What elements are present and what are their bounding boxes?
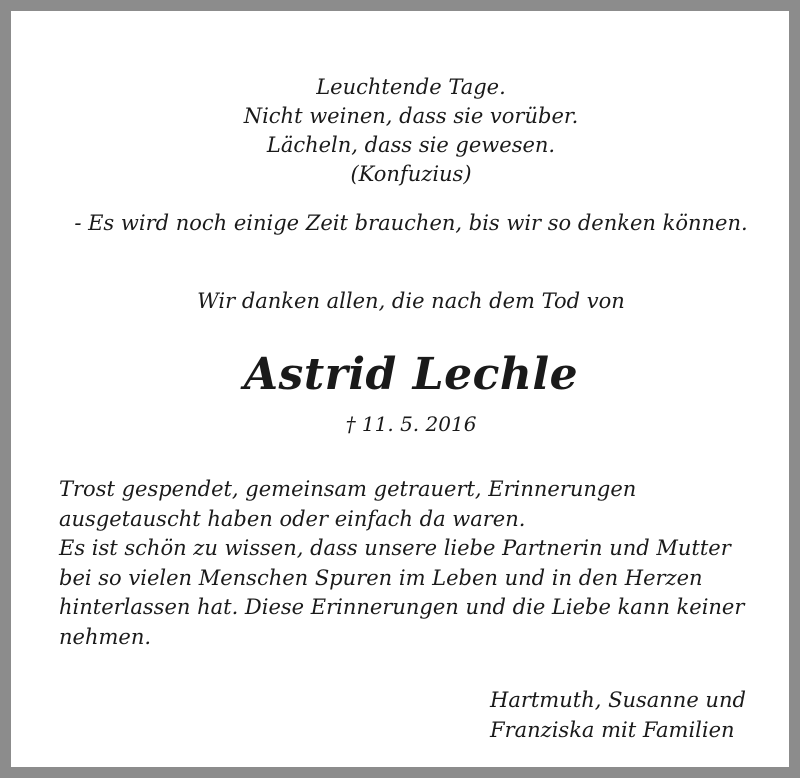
body-line: hinterlassen hat. Diese Erinnerungen und die Liebe kann keiner [59,595,745,619]
signature-line: Hartmuth, Susanne und [490,688,746,712]
body-line: bei so vielen Menschen Spuren im Leben und in den Herzen [59,565,703,590]
body-line: Trost gespendet, gemeinsam getrauert, Erinnerungen [59,477,637,501]
quote-line: Leuchtende Tage. [316,75,506,99]
body-line: Es ist schön zu wissen, dass unsere liebe Partnerin und Mutter [59,536,731,560]
quote-addendum: - Es wird noch einige Zeit brauchen, bis wir so denken können. [74,211,748,235]
quote-line: Nicht weinen, dass sie vorüber. [243,104,579,128]
family-signature [490,686,746,745]
thanks-body [59,475,779,652]
thanks-intro: Wir danken allen, die nach dem Tod von [197,289,625,313]
quote-attribution: (Konfuzius) [350,162,472,186]
body-line: ausgetauscht haben oder einfach da waren. [59,506,526,531]
confucius-quote [11,73,800,189]
signature-line: Franziska mit Familien [490,717,735,742]
death-date: † 11. 5. 2016 [345,412,477,436]
deceased-name: Astrid Lechle [243,349,579,400]
body-line: nehmen. [59,624,152,649]
quote-line: Lächeln, dass sie gewesen. [266,133,556,157]
